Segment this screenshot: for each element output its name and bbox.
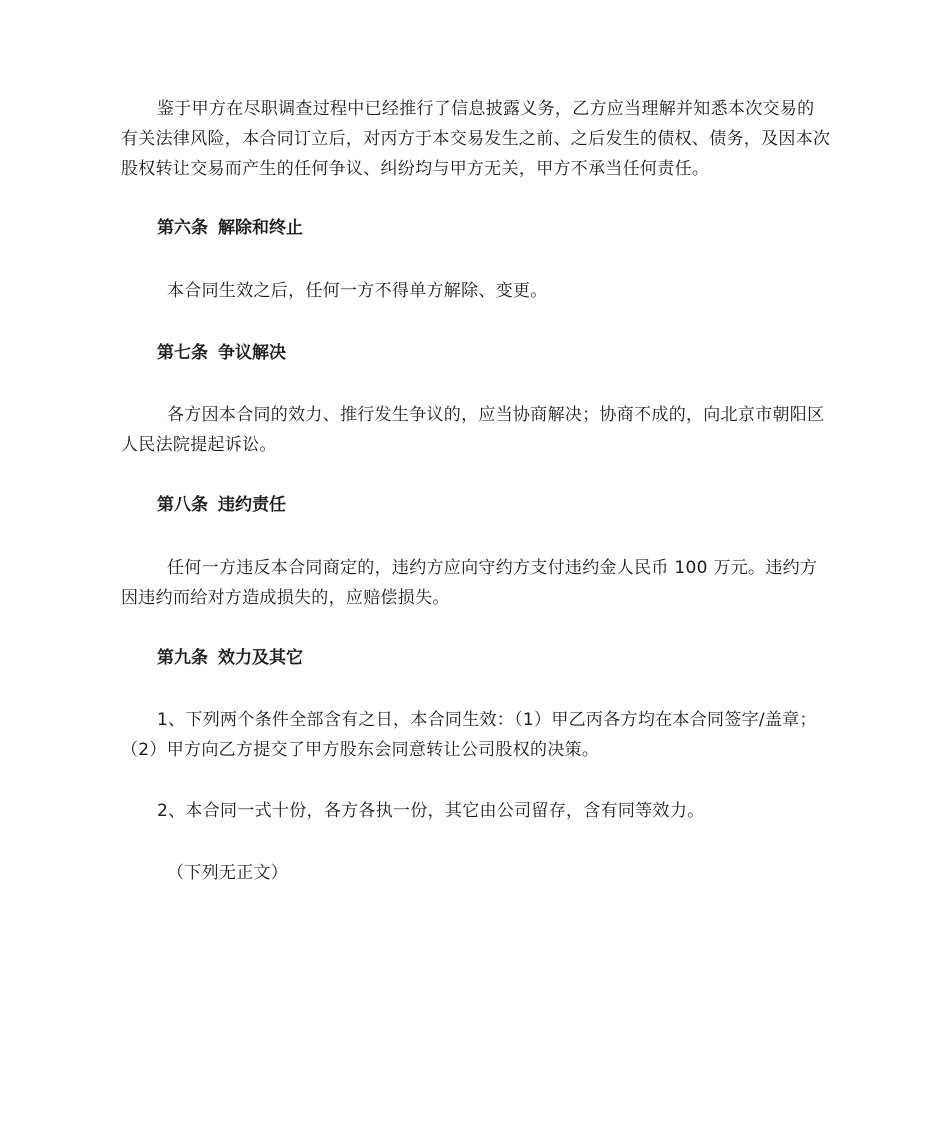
article-8-heading bbox=[157, 490, 286, 520]
breach-paragraph: 任何一方违反本合同商定的，违约方应向守约方支付违约金人民币 100 万元。违约方因违约而给对方造成损失的，应赔偿损失。 bbox=[121, 558, 818, 608]
article-9-heading bbox=[157, 643, 303, 673]
article-7-heading bbox=[157, 338, 286, 368]
article-8-title: 违约责任 bbox=[218, 495, 286, 515]
dispute-paragraph: 各方因本合同的效力、推行发生争议的，应当协商解决；协商不成的，向北京市朝阳区人民法院提起诉讼。 bbox=[121, 405, 825, 455]
article-9-number: 第九条 bbox=[157, 648, 208, 668]
no-further-text-note: （下列无正文） bbox=[167, 863, 289, 883]
article-9-title: 效力及其它 bbox=[218, 648, 303, 668]
termination-paragraph: 本合同生效之后，任何一方不得单方解除、变更。 bbox=[167, 281, 548, 301]
article-8-number: 第八条 bbox=[157, 495, 208, 515]
article-6-number: 第六条 bbox=[157, 218, 208, 238]
article-7-number: 第七条 bbox=[157, 343, 208, 363]
article-6-title: 解除和终止 bbox=[218, 218, 303, 238]
disclaimer-paragraph: 鉴于甲方在尽职调查过程中已经推行了信息披露义务，乙方应当理解并知悉本次交易的有关法律风险，本合同订立后，对丙方于本交易发生之前、之后发生的债权、债务，及因本次股权转让交易而产生的任何争议、纠纷均与甲方无关，甲方不承当任何责任。 bbox=[121, 99, 831, 179]
article-6-heading bbox=[157, 213, 303, 243]
effectiveness-clause-2: 2、本合同一式十份，各方各执一份，其它由公司留存，含有同等效力。 bbox=[157, 801, 705, 821]
article-7-title: 争议解决 bbox=[218, 343, 286, 363]
effectiveness-clause-1: 1、下列两个条件全部含有之日，本合同生效：（1）甲乙丙各方均在本合同签字/盖章；（2）甲方向乙方提交了甲方股东会同意转让公司股权的决策。 bbox=[121, 710, 817, 760]
